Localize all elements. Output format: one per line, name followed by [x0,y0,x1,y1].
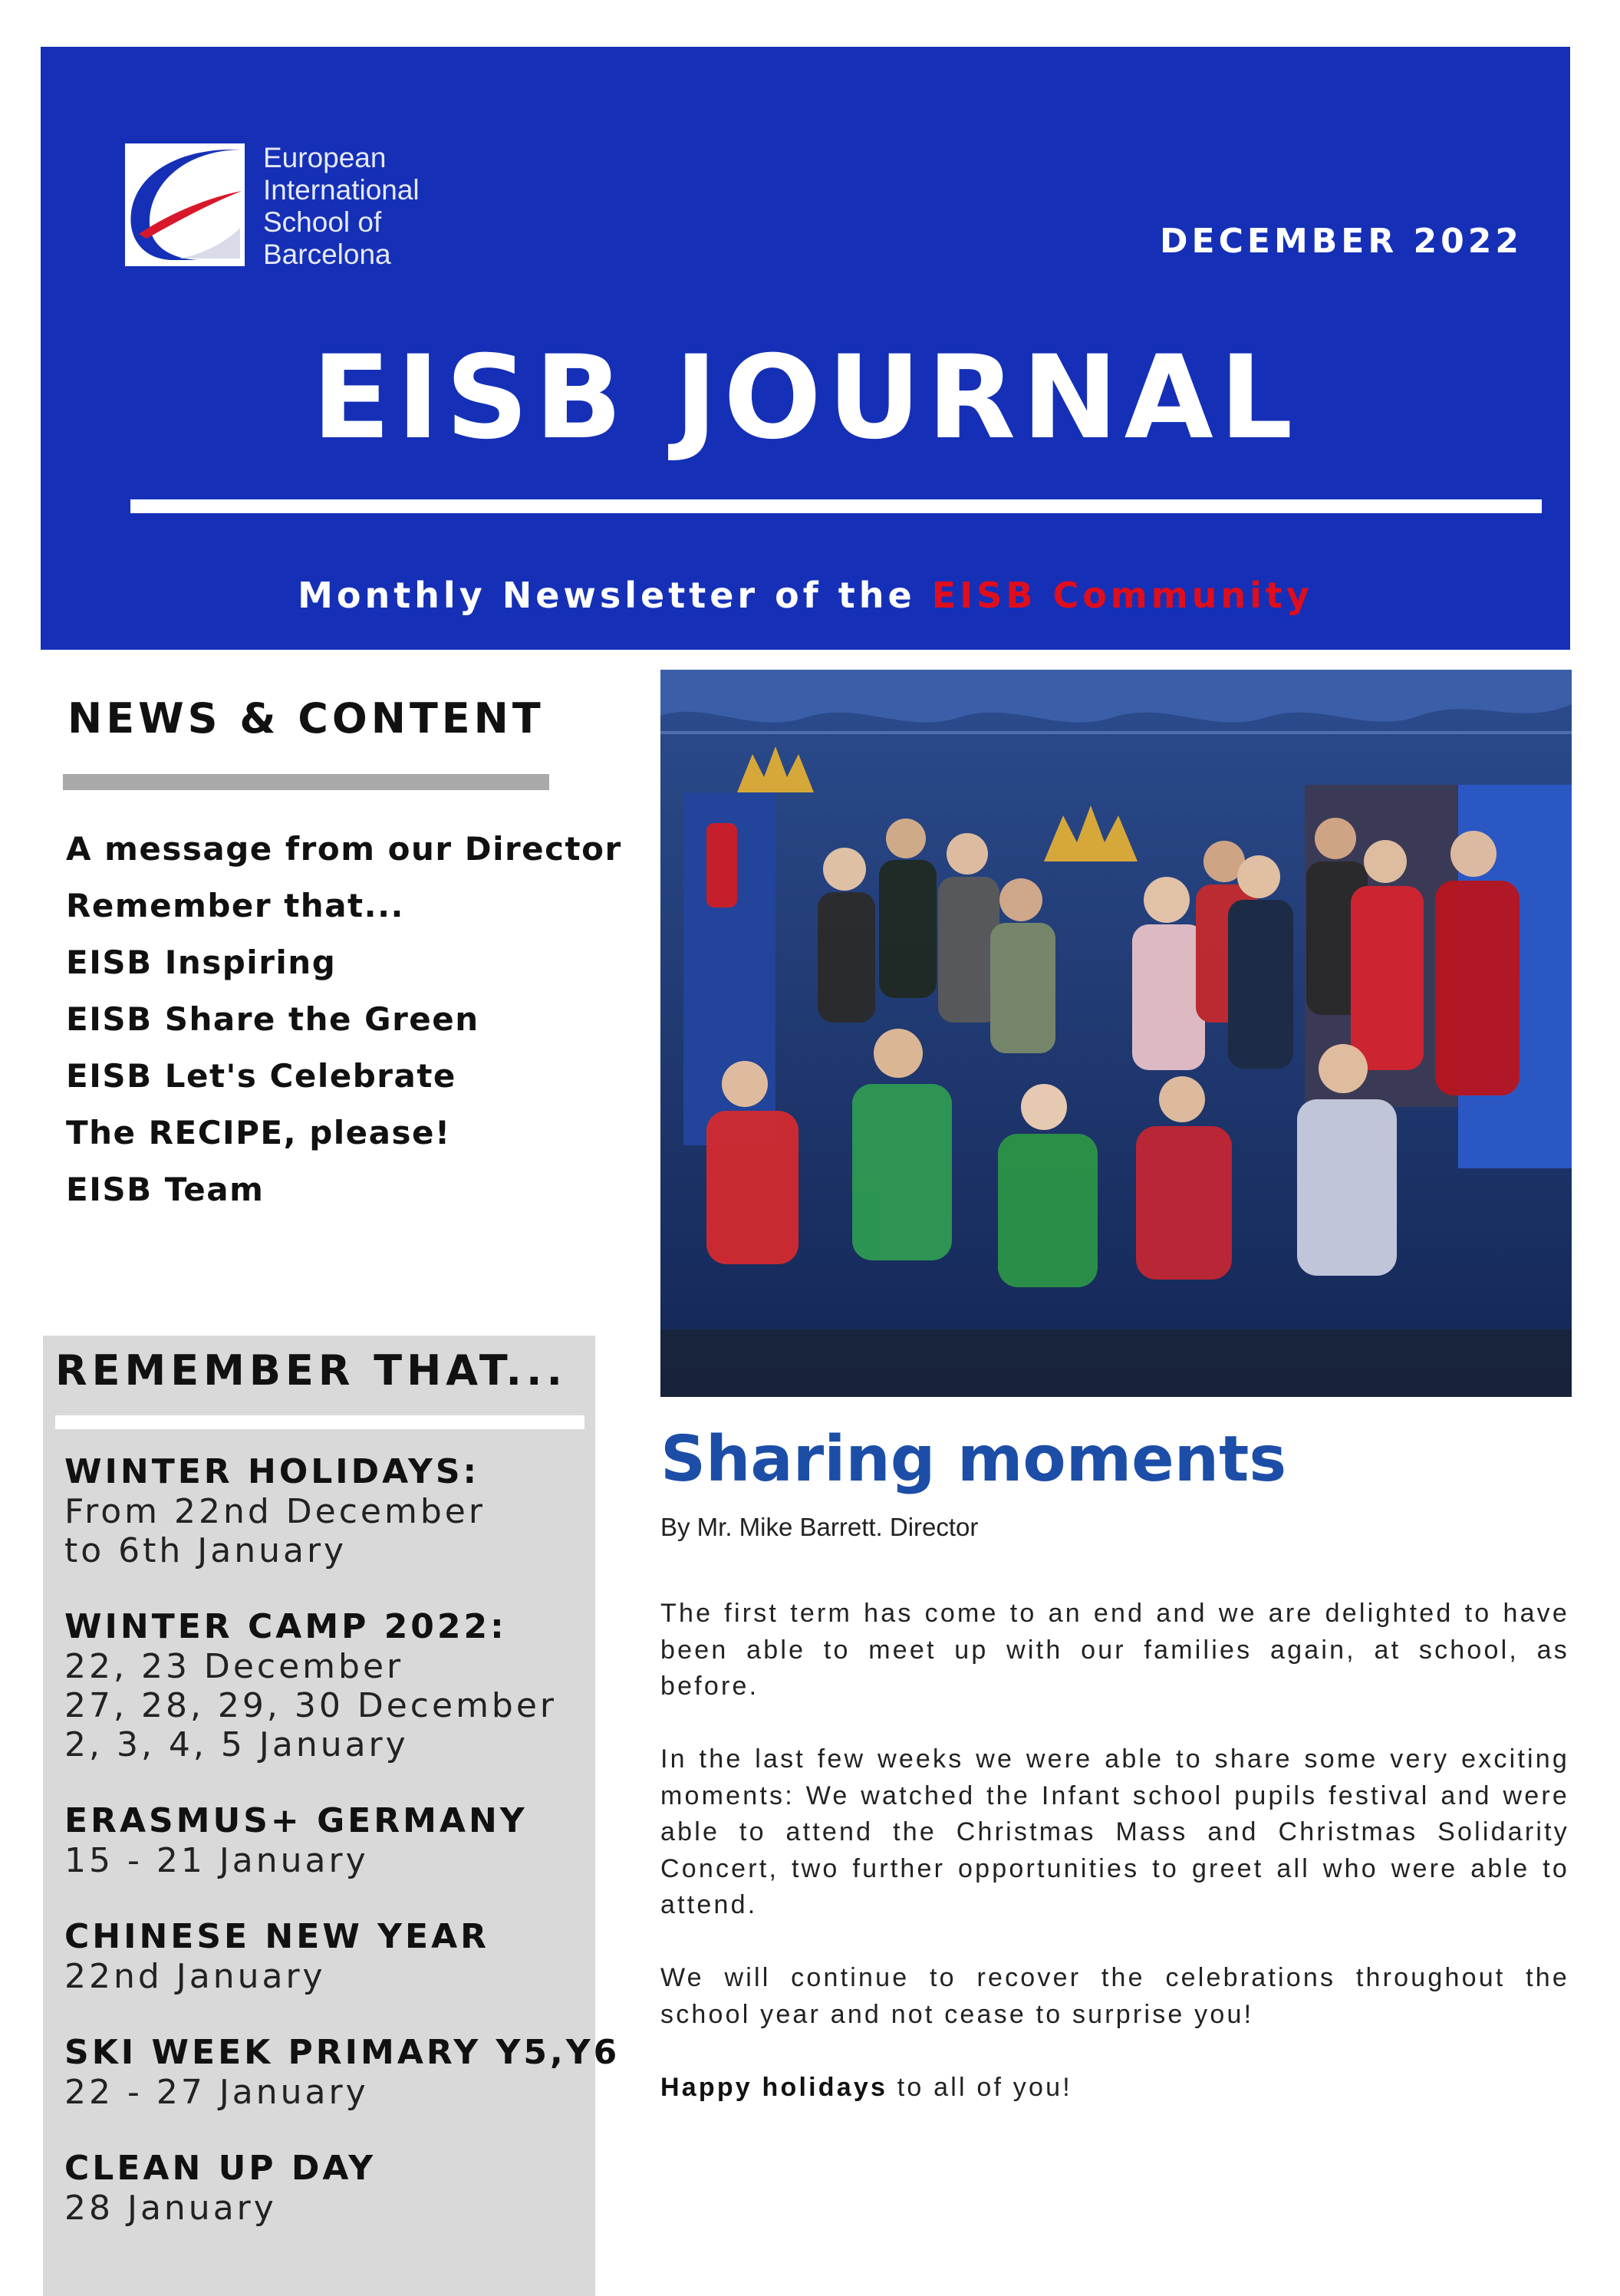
header-banner [41,47,1570,650]
school-name-line: School of [263,206,382,238]
event-item [64,1607,620,1764]
event-name: WINTER CAMP 2022: [64,1607,507,1646]
school-name-line: Barcelona [263,239,391,270]
event-date: 15 - 21 January [64,1841,369,1880]
news-item-director[interactable]: A message from our Director [66,830,622,868]
journal-title: EISB JOURNAL [311,331,1299,465]
event-name: SKI WEEK PRIMARY Y5,Y6 [64,2033,621,2072]
event-date: 22nd January [64,1957,326,1996]
event-item [64,1917,620,1996]
group-photo-image [660,670,1572,1397]
closing-bold: Happy holidays [660,2072,888,2102]
event-list [64,1452,620,2265]
event-date: 27, 28, 29, 30 December [64,1686,558,1725]
news-item-inspiring[interactable]: EISB Inspiring [66,944,337,981]
article-byline: By Mr. Mike Barrett. Director [660,1513,979,1541]
event-item [64,2033,620,2112]
subtitle-prefix: Monthly Newsletter of the [298,575,932,616]
news-item-green[interactable]: EISB Share the Green [66,1000,479,1038]
article-body [660,1596,1569,2143]
article-paragraph: The first term has come to an end and we are delighted to have been able to meet up with our families again, at school, as before. [660,1599,1569,1701]
event-date: 22, 23 December [64,1647,404,1686]
article-closing [660,2070,1569,2107]
school-name [263,142,420,271]
news-heading: NEWS & CONTENT [68,694,545,743]
issue-date: DECEMBER 2022 [1160,222,1523,261]
event-item [64,1801,620,1880]
school-name-line: European [263,142,387,173]
news-item-team[interactable]: EISB Team [66,1171,265,1208]
article-paragraph: We will continue to recover the celebrations throughout the school year and not cease to surprise you! [660,1963,1569,2029]
staff-group-photo [660,670,1572,1397]
remember-divider [55,1415,584,1429]
event-name: WINTER HOLIDAYS: [64,1452,480,1491]
school-logo [125,143,245,266]
news-divider [63,774,549,790]
remember-heading: REMEMBER THAT... [55,1346,568,1395]
journal-subtitle [41,575,1570,616]
event-name: CLEAN UP DAY [64,2149,377,2188]
school-name-line: International [263,174,420,206]
news-item-celebrate[interactable]: EISB Let's Celebrate [66,1057,456,1095]
news-item-remember[interactable]: Remember that... [66,887,404,924]
event-name: CHINESE NEW YEAR [64,1917,490,1956]
event-date: 22 - 27 January [64,2073,369,2112]
event-name: ERASMUS+ GERMANY [64,1801,528,1840]
news-item-recipe[interactable]: The RECIPE, please! [66,1114,451,1151]
remember-box [43,1336,621,2296]
article-paragraph: In the last few weeks we were able to share some very exciting moments: We watched the Infant school pupils festival and were able to attend the Christmas Mass and Christmas Solidarity Concert, two further opportunities to greet all who were able to attend. [660,1744,1569,1919]
subtitle-accent: EISB Community [931,575,1313,616]
event-date: 28 January [64,2189,277,2228]
article-title: Sharing moments [660,1423,1287,1496]
title-divider [130,499,1542,513]
event-item [64,1452,620,1570]
event-date: to 6th January [64,1531,347,1570]
news-list [66,821,622,1218]
event-item [64,2149,620,2228]
school-logo-icon [125,143,245,266]
closing-rest: to all of you! [887,2072,1072,2102]
event-date: From 22nd December [64,1492,486,1531]
event-date: 2, 3, 4, 5 January [64,1725,409,1764]
